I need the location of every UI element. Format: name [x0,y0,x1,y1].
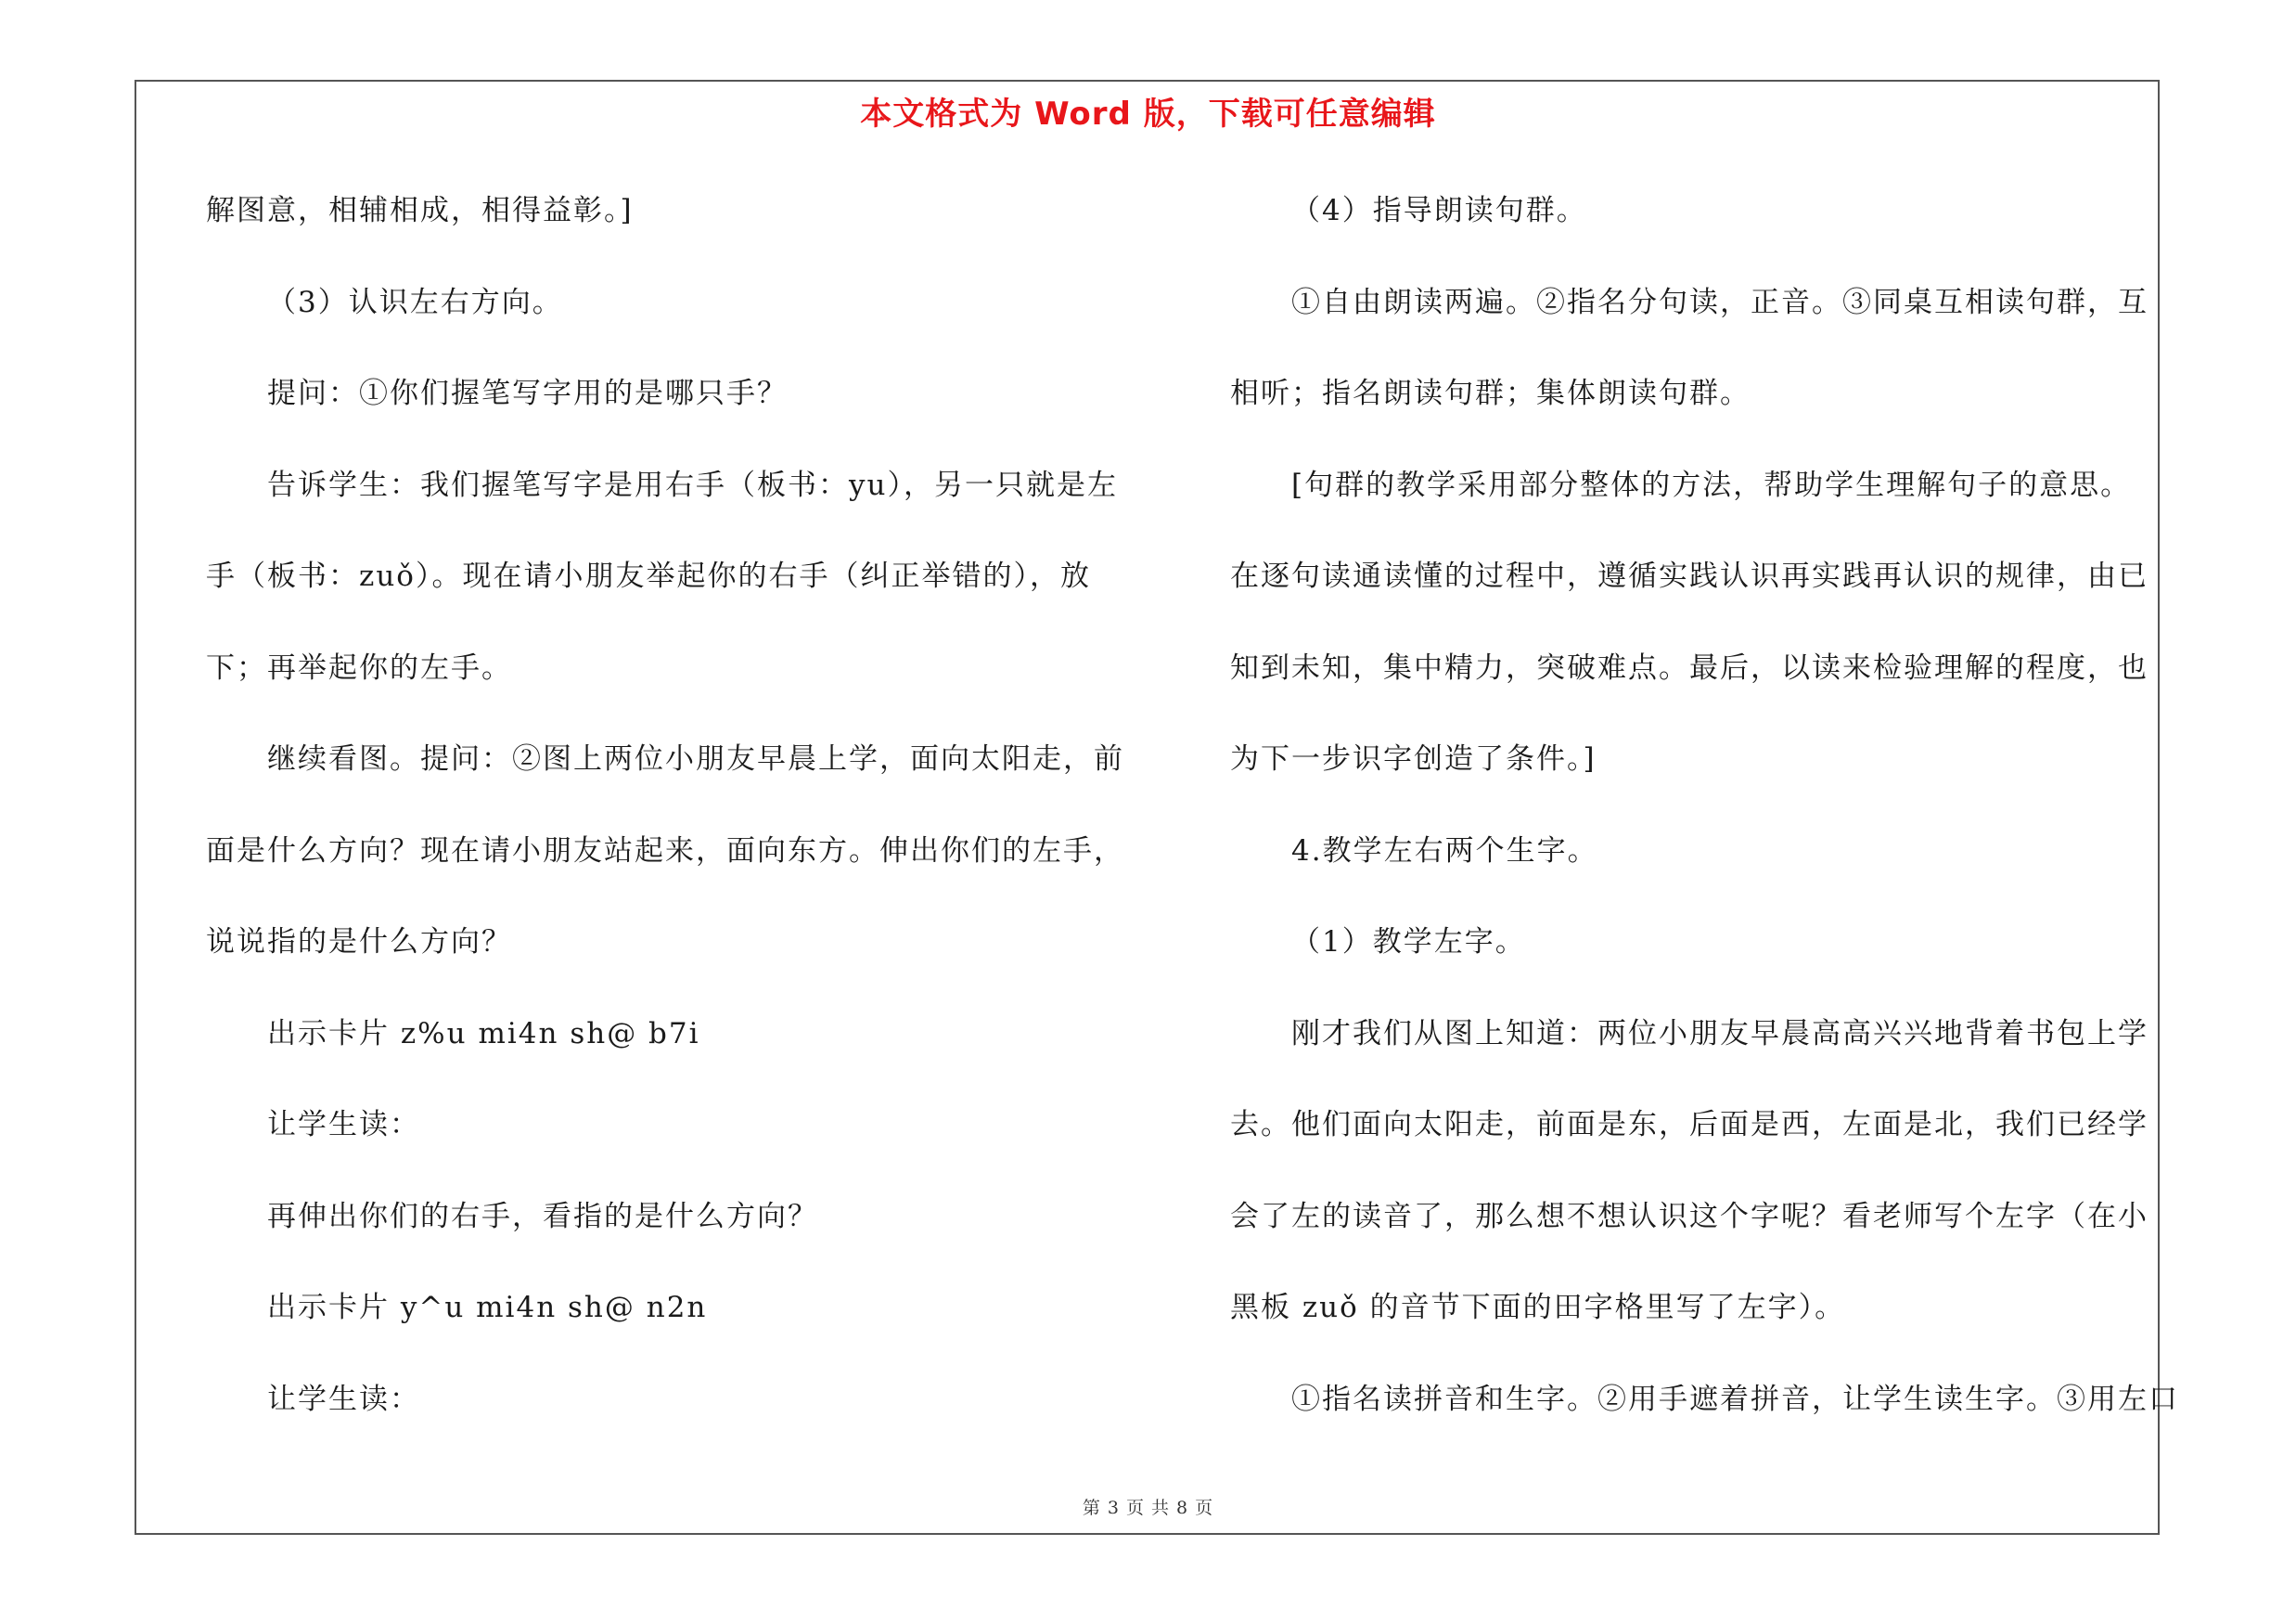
text-line: 面是什么方向？现在请小朋友站起来，面向东方。伸出你们的左手， [206,833,1124,868]
section-heading: 4.教学左右两个生字。 [1291,833,1598,868]
text-line: 下；再举起你的左手。 [206,650,512,685]
word-format-notice: 本文格式为 Word 版，下载可任意编辑 [860,96,1436,133]
text-line: 继续看图。提问：②图上两位小朋友早晨上学，面向太阳走，前 [267,742,1124,776]
text-line: ①自由朗读两遍。②指名分句读，正音。③同桌互相读句群，互 [1291,285,2148,319]
text-line: 手（板书：zuǒ）。现在请小朋友举起你的右手（纠正举错的），放 [206,560,1091,593]
text-line: 知到未知，集中精力，突破难点。最后，以读来检验理解的程度，也 [1230,650,2148,685]
text-line: 相听；指名朗读句群；集体朗读句群。 [1230,377,1751,410]
page-indicator: 第 3 页 共 8 页 [1082,1498,1214,1518]
text-line: 去。他们面向太阳走，前面是东，后面是西，左面是北，我们已经学 [1230,1108,2148,1141]
text-line: 让学生读： [267,1108,420,1141]
text-line: 解图意，相辅相成，相得益彰。] [206,194,634,227]
section-heading: （1）教学左字。 [1291,925,1526,959]
text-line: 会了左的读音了，那么想不想认识这个字呢？看老师写个左字（在小 [1230,1199,2148,1233]
text-line: 为下一步识字创造了条件。] [1230,742,1597,776]
text-line: 在逐句读通读懂的过程中，遵循实践认识再实践再认识的规律，由已 [1230,560,2148,593]
text-line: [句群的教学采用部分整体的方法，帮助学生理解句子的意思。 [1291,468,2132,502]
right-column [1230,181,2179,1461]
left-column [206,181,1152,1461]
text-line: 黑板 zuǒ 的音节下面的田字格里写了左字）。 [1230,1291,1846,1324]
section-heading: （3）认识左右方向。 [267,285,563,319]
text-line: 提问：①你们握笔写字用的是哪只手？ [267,377,788,410]
text-line: 出示卡片 y^u mi4n sh@ n2n [267,1291,708,1324]
text-line: 出示卡片 z%u mi4n sh@ b7i [267,1016,700,1050]
text-line: ①指名读拼音和生字。②用手遮着拼音，让学生读生字。③用左口 [1291,1382,2179,1416]
text-line: 说说指的是什么方向？ [206,925,512,959]
text-line: 告诉学生：我们握笔写字是用右手（板书：yu），另一只就是左 [267,468,1118,502]
text-line: 让学生读： [267,1382,420,1416]
text-line: 再伸出你们的右手，看指的是什么方向？ [267,1199,818,1233]
section-heading: （4）指导朗读句群。 [1291,194,1587,227]
text-line: 刚才我们从图上知道：两位小朋友早晨高高兴兴地背着书包上学 [1291,1016,2148,1050]
